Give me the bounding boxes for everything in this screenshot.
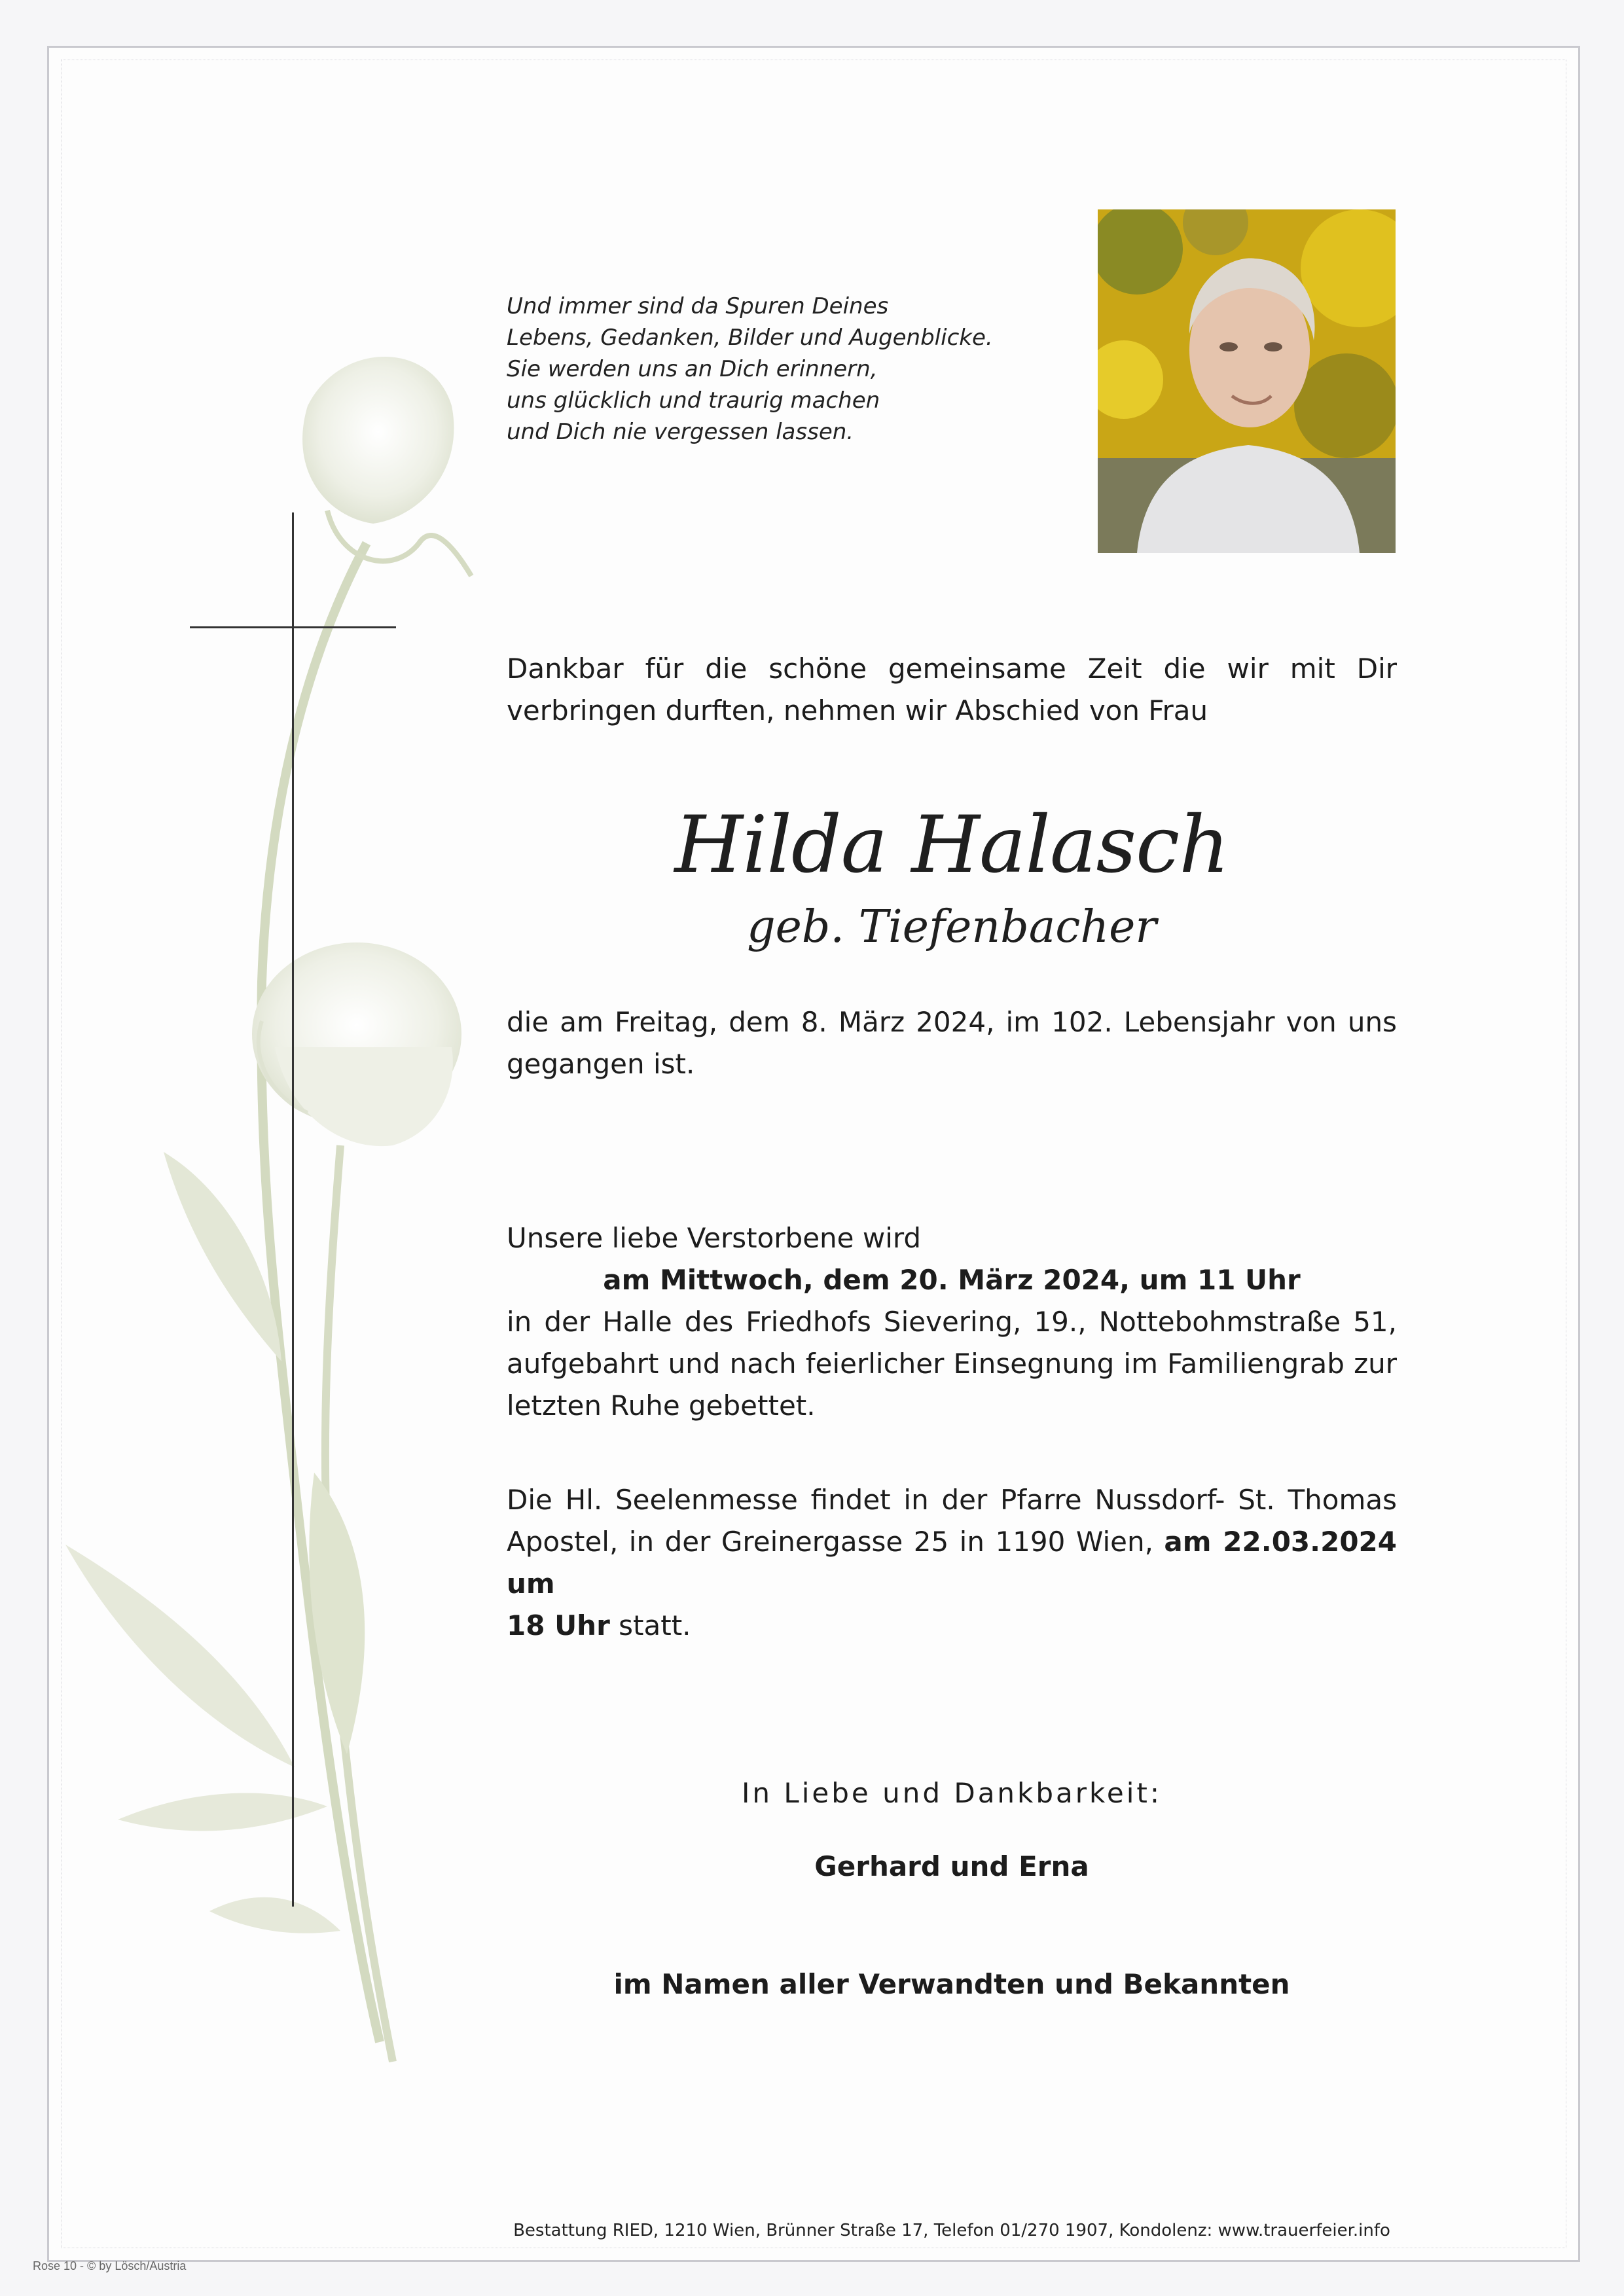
funeral-home-footer: Bestattung RIED, 1210 Wien, Brünner Straße 17, Telefon 01/270 1907, Kondolenz: www.trauerfeier.info: [513, 2221, 1390, 2240]
design-imprint: Rose 10 - © by Lösch/Austria: [33, 2259, 187, 2272]
maiden-name: geb. Tiefenbacher: [747, 901, 1157, 953]
deceased-name: Hilda Halasch: [674, 800, 1229, 891]
mass-location: Apostel, in der Greinergasse 25 in 1190 Wien,: [507, 1526, 1164, 1558]
mass-line: [507, 1521, 1397, 1605]
funeral-details: [507, 1217, 1397, 1427]
death-notice: [507, 1001, 1397, 1085]
funeral-line: in der Halle des Friedhofs Sievering, 19., Nottebohmstraße 51,: [507, 1306, 1397, 1338]
quote-line: uns glücklich und traurig machen: [507, 387, 880, 414]
cross-horizontal-bar: [190, 626, 396, 628]
intro-line: verbringen durften, nehmen wir Abschied von Frau: [507, 694, 1208, 726]
funeral-line: letzten Ruhe gebettet.: [507, 1390, 816, 1422]
portrait-image: [1098, 209, 1396, 553]
quote-line: Lebens, Gedanken, Bilder und Augenblicke.: [507, 325, 993, 351]
mourners: Gerhard und Erna: [814, 1850, 1089, 1882]
funeral-date-time: am Mittwoch, dem 20. März 2024, um 11 Uhr: [603, 1264, 1301, 1296]
intro-paragraph: [507, 648, 1397, 732]
mass-end: statt.: [609, 1609, 691, 1641]
mass-date: am 22.03.2024 um: [507, 1526, 1397, 1600]
quote-line: und Dich nie vergessen lassen.: [507, 419, 854, 445]
funeral-intro: Unsere liebe Verstorbene wird: [507, 1222, 922, 1254]
cross-vertical-bar: [292, 512, 294, 1907]
death-notice-line: die am Freitag, dem 8. März 2024, im 102. Lebensjahr von uns: [507, 1006, 1397, 1038]
mass-details: [507, 1479, 1397, 1647]
memorial-quote: [507, 291, 1043, 448]
closing-phrase: In Liebe und Dankbarkeit:: [741, 1777, 1162, 1809]
mass-line: [507, 1605, 1397, 1647]
mass-time: 18 Uhr: [507, 1609, 610, 1641]
death-notice-line: gegangen ist.: [507, 1048, 695, 1080]
quote-line: Sie werden uns an Dich erinnern,: [507, 356, 878, 382]
relatives-line: im Namen aller Verwandten und Bekannten: [613, 1968, 1290, 2000]
quote-line: Und immer sind da Spuren Deines: [507, 293, 889, 319]
funeral-line: aufgebahrt und nach feierlicher Einsegnung im Familiengrab zur: [507, 1348, 1397, 1380]
intro-line: Dankbar für die schöne gemeinsame Zeit die wir mit Dir: [507, 653, 1397, 685]
mass-line: Die Hl. Seelenmesse findet in der Pfarre Nussdorf- St. Thomas: [507, 1484, 1397, 1516]
portrait-photo: [1098, 209, 1396, 553]
